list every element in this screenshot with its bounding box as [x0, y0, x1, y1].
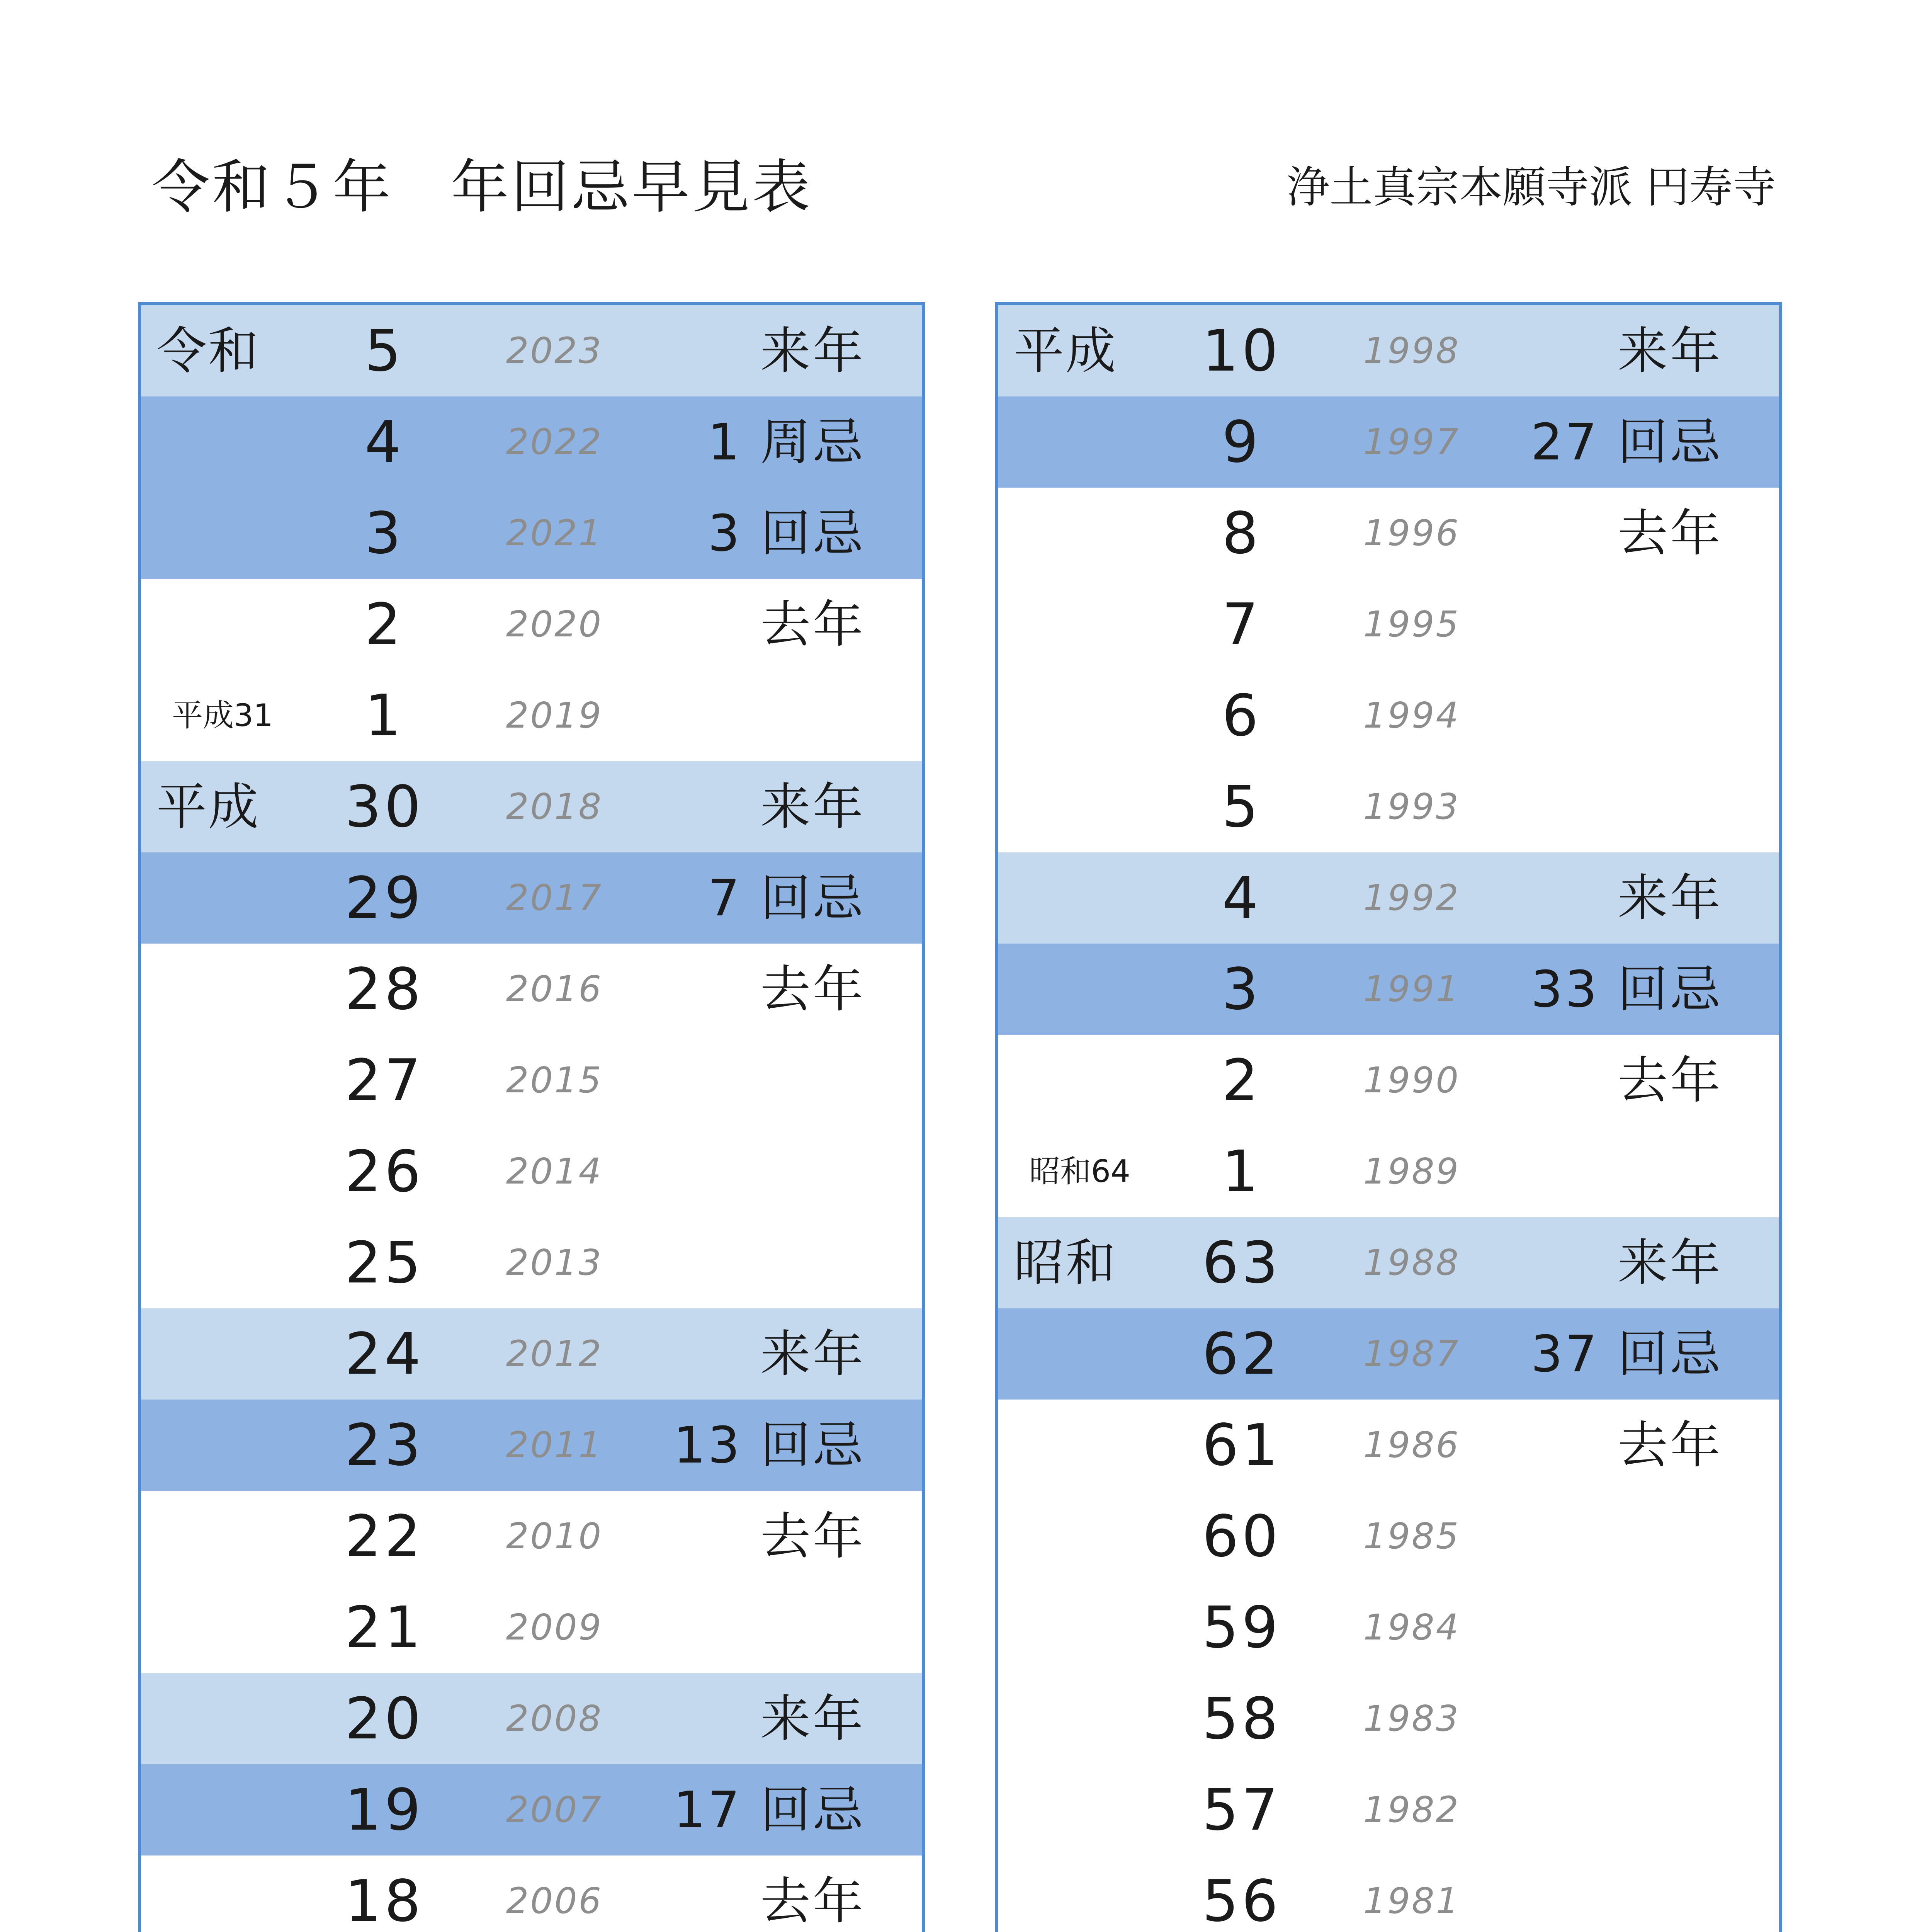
era-label	[1014, 852, 1176, 944]
table-row	[141, 1491, 922, 1582]
western-year: 2006	[506, 1880, 603, 1922]
memorial-label: 去年	[1617, 504, 1723, 563]
western-year: 2013	[506, 1242, 603, 1283]
memorial-label: 来年	[1617, 1233, 1723, 1292]
japanese-year: 57	[1202, 1777, 1281, 1843]
western-year: 2014	[506, 1151, 603, 1192]
temple-name: 浄土真宗本願寺派 円寿寺	[1286, 162, 1776, 213]
japanese-year: 8	[1222, 500, 1262, 566]
era-label	[156, 1217, 319, 1308]
japanese-year: 23	[345, 1412, 424, 1478]
western-year: 1995	[1363, 604, 1460, 645]
table-row	[998, 396, 1779, 488]
era-label	[156, 1126, 319, 1217]
japanese-year: 1	[364, 682, 404, 749]
era-label	[1014, 1491, 1176, 1582]
table-row	[998, 1126, 1779, 1217]
era-label: 昭和	[1014, 1233, 1118, 1292]
japanese-year: 62	[1202, 1321, 1281, 1387]
memorial-label	[1481, 579, 1723, 670]
era-label	[1014, 1308, 1176, 1400]
western-year: 1988	[1363, 1242, 1460, 1283]
japanese-year: 3	[1222, 956, 1262, 1022]
western-year: 2015	[506, 1060, 603, 1101]
memorial-label: 去年	[1617, 1416, 1723, 1475]
era-label	[1014, 944, 1176, 1035]
western-year: 2009	[506, 1607, 603, 1648]
table-row	[998, 1308, 1779, 1400]
memorial-label: 去年	[1617, 1051, 1723, 1110]
table-row	[998, 1673, 1779, 1764]
western-year: 1986	[1363, 1424, 1460, 1466]
japanese-year: 6	[1222, 682, 1262, 749]
table-row	[141, 670, 922, 761]
table-row	[998, 579, 1779, 670]
memorial-label: 17 回忌	[673, 1781, 865, 1839]
memorial-label: 来年	[760, 1325, 865, 1383]
table-row	[141, 488, 922, 579]
western-year: 2022	[506, 421, 603, 463]
japanese-year: 61	[1202, 1412, 1281, 1478]
memorial-label: 13 回忌	[673, 1416, 865, 1475]
table-row	[141, 761, 922, 852]
japanese-year: 29	[345, 865, 424, 931]
japanese-year: 26	[345, 1138, 424, 1205]
memorial-label	[1481, 1855, 1723, 1932]
era-label	[156, 1491, 319, 1582]
western-year: 1991	[1363, 968, 1460, 1010]
table-row	[141, 1855, 922, 1932]
japanese-year: 58	[1202, 1685, 1281, 1752]
western-year: 1996	[1363, 512, 1460, 554]
memorial-label	[1481, 1126, 1723, 1217]
memorial-label	[624, 670, 865, 761]
memorial-label	[624, 1582, 865, 1673]
memorial-label	[624, 1126, 865, 1217]
era-label	[1014, 1764, 1176, 1855]
western-year: 1985	[1363, 1515, 1460, 1557]
table-row	[998, 761, 1779, 852]
table-row	[141, 1673, 922, 1764]
japanese-year: 22	[345, 1503, 424, 1570]
western-year: 2021	[506, 512, 603, 554]
table-row	[141, 396, 922, 488]
western-year: 2018	[506, 786, 603, 827]
japanese-year: 27	[345, 1047, 424, 1114]
japanese-year: 59	[1202, 1594, 1281, 1661]
memorial-label: 去年	[760, 960, 865, 1019]
table-row	[141, 1582, 922, 1673]
era-label	[1014, 488, 1176, 579]
japanese-year: 2	[364, 591, 404, 658]
memorial-label: 去年	[760, 1872, 865, 1930]
western-year: 2016	[506, 968, 603, 1010]
era-label	[156, 1855, 319, 1932]
era-label	[1014, 1400, 1176, 1491]
japanese-year: 24	[345, 1321, 424, 1387]
era-label	[1014, 1673, 1176, 1764]
western-year: 2020	[506, 604, 603, 645]
era-label	[1014, 1582, 1176, 1673]
memorial-label: 来年	[760, 777, 865, 836]
memorial-label	[1481, 1582, 1723, 1673]
japanese-year: 30	[345, 774, 424, 840]
page-title-year: 令和５年	[152, 154, 393, 221]
table-row	[141, 1400, 922, 1491]
western-year: 2023	[506, 330, 603, 371]
memorial-label	[624, 1035, 865, 1126]
western-year: 1984	[1363, 1607, 1460, 1648]
table-row	[141, 852, 922, 944]
japanese-year: 56	[1202, 1868, 1281, 1932]
table-row	[141, 1035, 922, 1126]
era-label	[156, 1673, 319, 1764]
western-year: 2008	[506, 1698, 603, 1739]
memorial-table-right	[995, 302, 1782, 1932]
memorial-table-left	[138, 302, 925, 1932]
era-label	[156, 1308, 319, 1400]
western-year: 1993	[1363, 786, 1460, 827]
era-label: 昭和64	[1029, 1153, 1130, 1189]
memorial-label: 7 回忌	[707, 869, 865, 927]
memorial-label: 27 回忌	[1531, 413, 1723, 471]
western-year: 1998	[1363, 330, 1460, 371]
memorial-label	[1481, 1764, 1723, 1855]
memorial-label: 来年	[1617, 869, 1723, 927]
memorial-label: 去年	[760, 595, 865, 654]
memorial-label: 去年	[760, 1507, 865, 1566]
era-label: 平成31	[172, 697, 273, 733]
memorial-label	[1481, 1673, 1723, 1764]
era-label: 平成	[1014, 321, 1118, 380]
page-title-main: 年回忌早見表	[451, 154, 813, 221]
japanese-year: 9	[1222, 409, 1262, 475]
table-row	[141, 1764, 922, 1855]
japanese-year: 63	[1202, 1230, 1281, 1296]
table-row	[141, 1126, 922, 1217]
memorial-label: 来年	[1617, 321, 1723, 380]
table-row	[998, 1217, 1779, 1308]
table-row	[998, 488, 1779, 579]
japanese-year: 21	[345, 1594, 424, 1661]
western-year: 1987	[1363, 1333, 1460, 1374]
western-year: 1981	[1363, 1880, 1460, 1922]
era-label	[156, 1582, 319, 1673]
western-year: 1997	[1363, 421, 1460, 463]
era-label	[156, 488, 319, 579]
japanese-year: 25	[345, 1230, 424, 1296]
era-label: 令和	[156, 321, 260, 380]
western-year: 1989	[1363, 1151, 1460, 1192]
era-label	[156, 1400, 319, 1491]
era-label	[1014, 396, 1176, 488]
page-title	[152, 149, 812, 226]
table-row	[141, 1217, 922, 1308]
era-label	[156, 852, 319, 944]
western-year: 1982	[1363, 1789, 1460, 1830]
western-year: 1990	[1363, 1060, 1460, 1101]
western-year: 2012	[506, 1333, 603, 1374]
memorial-label: 来年	[760, 1689, 865, 1748]
japanese-year: 3	[364, 500, 404, 566]
western-year: 1994	[1363, 695, 1460, 736]
table-row	[141, 305, 922, 396]
japanese-year: 28	[345, 956, 424, 1022]
table-row	[141, 579, 922, 670]
era-label	[156, 1035, 319, 1126]
western-year: 2019	[506, 695, 603, 736]
memorial-label	[1481, 670, 1723, 761]
table-row	[998, 1582, 1779, 1673]
table-row	[998, 1400, 1779, 1491]
memorial-label	[1481, 761, 1723, 852]
western-year: 1983	[1363, 1698, 1460, 1739]
era-label	[156, 1764, 319, 1855]
japanese-year: 4	[1222, 865, 1262, 931]
table-row	[998, 305, 1779, 396]
table-row	[998, 944, 1779, 1035]
memorial-label	[1481, 1491, 1723, 1582]
table-row	[998, 1491, 1779, 1582]
era-label	[1014, 761, 1176, 852]
memorial-label	[624, 1217, 865, 1308]
western-year: 2007	[506, 1789, 603, 1830]
era-label	[156, 944, 319, 1035]
era-label	[156, 579, 319, 670]
table-row	[998, 670, 1779, 761]
era-label: 平成	[156, 777, 260, 836]
western-year: 2010	[506, 1515, 603, 1557]
table-row	[141, 1308, 922, 1400]
japanese-year: 1	[1222, 1138, 1262, 1205]
table-row	[998, 852, 1779, 944]
japanese-year: 7	[1222, 591, 1262, 658]
era-label	[156, 396, 319, 488]
japanese-year: 4	[364, 409, 404, 475]
memorial-label: 37 回忌	[1531, 1325, 1723, 1383]
era-label	[1014, 670, 1176, 761]
western-year: 2011	[506, 1424, 603, 1466]
japanese-year: 5	[1222, 774, 1262, 840]
japanese-year: 5	[364, 318, 404, 384]
japanese-year: 19	[345, 1777, 424, 1843]
japanese-year: 18	[345, 1868, 424, 1932]
japanese-year: 2	[1222, 1047, 1262, 1114]
japanese-year: 60	[1202, 1503, 1281, 1570]
memorial-label: 1 周忌	[707, 413, 865, 471]
japanese-year: 20	[345, 1685, 424, 1752]
memorial-label: 3 回忌	[707, 504, 865, 563]
era-label	[1014, 1855, 1176, 1932]
table-row	[998, 1035, 1779, 1126]
era-label	[1014, 579, 1176, 670]
western-year: 1992	[1363, 877, 1460, 918]
memorial-label: 来年	[760, 321, 865, 380]
table-row	[998, 1764, 1779, 1855]
table-row	[998, 1855, 1779, 1932]
japanese-year: 10	[1202, 318, 1281, 384]
memorial-label: 33 回忌	[1531, 960, 1723, 1019]
western-year: 2017	[506, 877, 603, 918]
table-row	[141, 944, 922, 1035]
era-label	[1014, 1035, 1176, 1126]
